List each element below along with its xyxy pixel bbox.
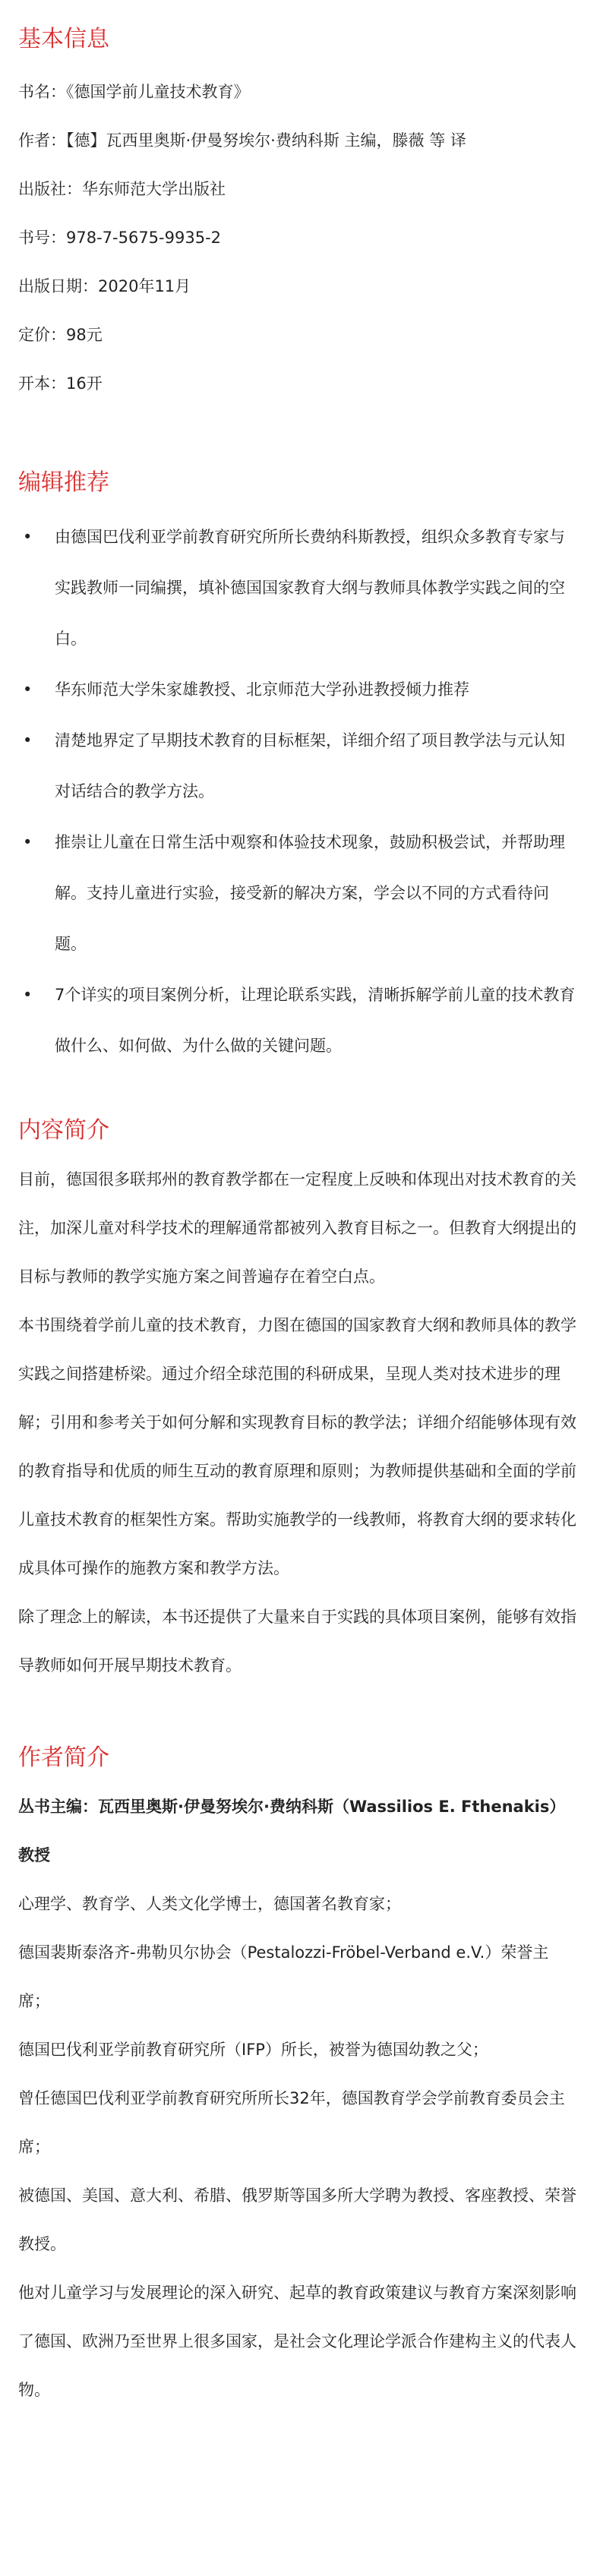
summary-body	[18, 1155, 580, 1690]
author-name: 丛书主编：瓦西里奥斯·伊曼努埃尔·费纳科斯（Wassilios E. Fthenakis）教授	[18, 1798, 566, 1864]
info-book-title: 书名：《德国学前儿童技术教育》	[18, 83, 250, 101]
list-item-text: 清楚地界定了早期技术教育的目标框架，详细介绍了项目教学法与元认知对话结合的教学方法。	[55, 731, 565, 800]
author-paragraph: 他对儿童学习与发展理论的深入研究、起草的教育政策建议与教育方案深刻影响了德国、欧洲乃至世界上很多国家，是社会文化理论学派合作建构主义的代表人物。	[18, 2284, 576, 2399]
summary-paragraph: 除了理念上的解读，本书还提供了大量来自于实践的具体项目案例，能够有效指导教师如何开展早期技术教育。	[18, 1608, 576, 1675]
bullet-icon: •	[23, 680, 33, 699]
list-item	[18, 512, 580, 665]
section-basic-info	[18, 0, 580, 395]
list-item-text: 华东师范大学朱家雄教授、北京师范大学孙进教授倾力推荐	[55, 680, 469, 699]
info-author: 作者：【德】瓦西里奥斯·伊曼努埃尔·费纳科斯 主编，滕薇 等 译	[18, 131, 466, 150]
author-paragraph: 心理学、教育学、人类文化学博士，德国著名教育家；	[18, 1895, 401, 1913]
summary-paragraph: 目前，德国很多联邦州的教育教学都在一定程度上反映和体现出对技术教育的关注，加深儿童对科学技术的理解通常都被列入教育目标之一。但教育大纲提出的目标与教师的教学实施方案之间普遍存在着空白点。	[18, 1170, 576, 1286]
list-item	[18, 817, 580, 970]
section-editor-recommend	[18, 468, 580, 1072]
list-item-text: 推崇让儿童在日常生活中观察和体验技术现象，鼓励积极尝试，并帮助理解。支持儿童进行实验，接受新的解决方案，学会以不同的方式看待问题。	[55, 833, 565, 953]
list-item-text: 7个详实的项目案例分析，让理论联系实践，清晰拆解学前儿童的技术教育做什么、如何做、为什么做的关键问题。	[55, 986, 576, 1055]
bullet-icon: •	[23, 833, 33, 851]
info-pub-date: 出版日期：2020年11月	[18, 277, 191, 295]
list-item	[18, 665, 580, 715]
section-title-recommend: 编辑推荐	[18, 469, 109, 496]
list-item	[18, 715, 580, 817]
info-list	[18, 80, 580, 395]
section-title-author: 作者简介	[18, 1744, 109, 1771]
bullet-icon: •	[23, 731, 33, 750]
bullet-icon: •	[23, 528, 33, 546]
list-item	[18, 970, 580, 1072]
bullet-icon: •	[23, 986, 33, 1004]
summary-paragraph: 本书围绕着学前儿童的技术教育，力图在德国的国家教育大纲和教师具体的教学实践之间搭建桥梁。通过介绍全球范围的科研成果，呈现人类对技术进步的理解；引用和参考关于如何分解和实现教育目标的教学法；详细介绍能够体现有效的教育指导和优质的师生互动的教育原理和原则；为教师提供基础和全面的学前儿童技术教育的框架性方案。帮助实施教学的一线教师，将教育大纲的要求转化成具体可操作的施教方案和教学方法。	[18, 1316, 576, 1577]
section-author-intro	[18, 1743, 580, 2414]
section-content-summary	[18, 1116, 580, 1690]
author-body	[18, 1782, 580, 2414]
author-paragraph: 德国裴斯泰洛齐-弗勒贝尔协会（Pestalozzi-Fröbel-Verband e.V.）荣誉主席；	[18, 1943, 549, 2010]
list-item-text: 由德国巴伐利亚学前教育研究所所长费纳科斯教授，组织众多教育专家与实践教师一同编撰，填补德国国家教育大纲与教师具体教学实践之间的空白。	[55, 528, 565, 648]
recommend-list	[18, 512, 580, 1072]
info-price: 定价：98元	[18, 326, 103, 344]
author-paragraph: 德国巴伐利亚学前教育研究所（IFP）所长，被誉为德国幼教之父；	[18, 2041, 488, 2059]
section-title-summary: 内容简介	[18, 1117, 109, 1144]
author-paragraph: 曾任德国巴伐利亚学前教育研究所所长32年，德国教育学会学前教育委员会主席；	[18, 2089, 565, 2156]
info-format: 开本：16开	[18, 374, 103, 393]
author-paragraph: 被德国、美国、意大利、希腊、俄罗斯等国多所大学聘为教授、客座教授、荣誉教授。	[18, 2186, 576, 2253]
info-publisher: 出版社：华东师范大学出版社	[18, 180, 226, 198]
section-title-basic-info: 基本信息	[18, 26, 109, 52]
info-isbn: 书号：978-7-5675-9935-2	[18, 229, 222, 247]
